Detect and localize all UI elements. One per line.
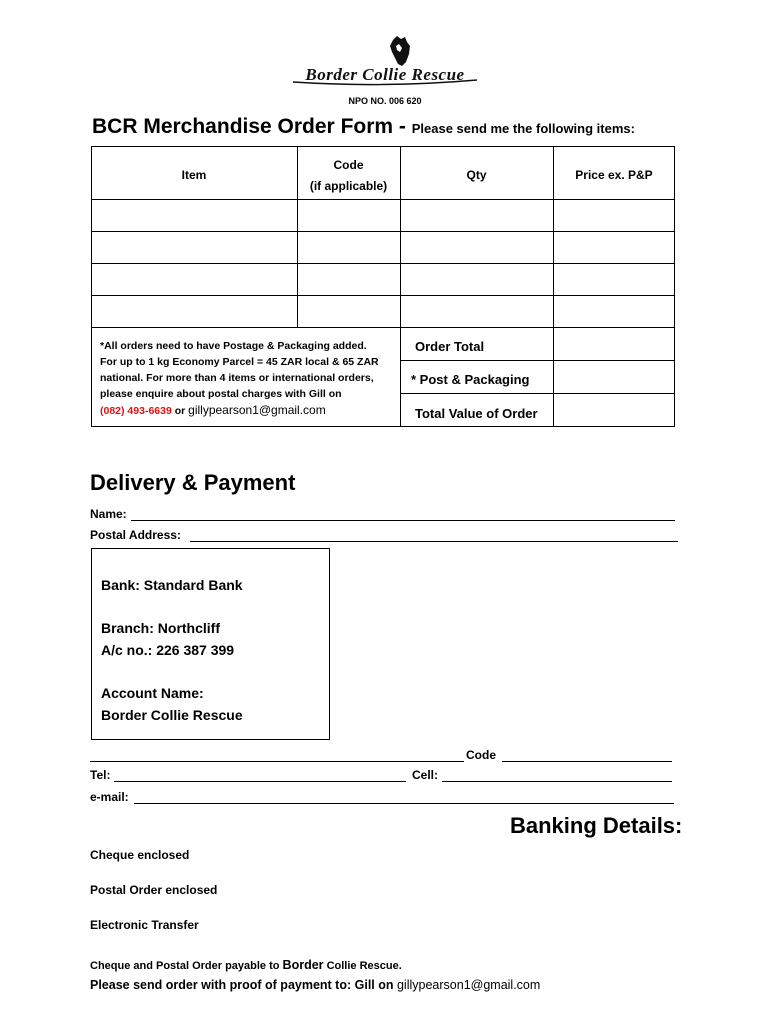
header-item: Item [181,168,207,182]
post-packaging-label: * Post & Packaging [411,372,530,387]
bank-account-name-label: Account Name: [101,685,204,701]
page-title [92,115,635,139]
qty-cell[interactable] [401,200,553,231]
logo-text: Border Collie Rescue [305,65,465,84]
header-qty: Qty [466,168,487,182]
postal-address-field[interactable] [190,541,678,542]
note-email: gillypearson1@gmail.com [188,403,326,417]
bank-account-number: A/c no.: 226 387 399 [101,642,235,658]
payable-suffix: Collie Rescue. [323,960,402,972]
postal-order-option[interactable]: Postal Order enclosed [90,883,218,897]
delivery-heading: Delivery & Payment [90,470,296,495]
title-subtitle: Please send me the following items: [411,121,635,136]
code-cell[interactable] [298,200,400,231]
table-border-left [91,146,92,427]
row-divider [91,295,675,296]
tel-field[interactable] [114,781,406,782]
order-total-value[interactable] [554,328,674,360]
row-divider [91,263,675,264]
note-contact [100,402,400,419]
border-collie-rescue-logo [285,36,485,96]
item-cell[interactable] [92,200,297,231]
cell-label: Cell: [412,768,439,782]
note-or: or [171,405,189,417]
send-email: gillypearson1@gmail.com [396,978,541,992]
bank-branch: Branch: Northcliff [101,620,220,636]
tel-label: Tel: [90,768,111,782]
row-divider [91,231,675,232]
send-prefix: Please send order with proof of payment to: Gill on [90,978,397,992]
note-line: *All orders need to have Postage & Packaging added. [100,340,367,352]
title-main: BCR Merchandise Order Form - [92,115,412,138]
note-line: please enquire about postal charges with Gill on [100,388,342,400]
table-border-bottom [91,426,675,427]
header-code-note: (if applicable) [309,179,388,193]
code-label: Code [466,748,496,762]
address-line-field[interactable] [90,761,464,762]
col-divider-2 [400,146,401,427]
price-cell[interactable] [554,200,674,231]
cheque-enclosed-option[interactable]: Cheque enclosed [90,848,190,862]
payable-note [90,958,402,972]
header-code: Code [333,158,364,172]
name-label: Name: [90,507,127,521]
order-total-label: Order Total [415,339,485,354]
table-border-top [91,146,675,147]
send-instructions [90,978,540,992]
code-field[interactable] [502,761,672,762]
electronic-transfer-option[interactable]: Electronic Transfer [90,918,199,932]
post-packaging-value[interactable] [554,361,674,393]
bank-name: Bank: Standard Bank [101,577,243,593]
table-border-right [674,146,675,427]
banking-details-heading: Banking Details: [510,813,683,838]
email-label: e-mail: [90,790,129,804]
email-field[interactable] [134,803,674,804]
postage-note [100,338,400,419]
note-line: For up to 1 kg Economy Parcel = 45 ZAR local & 65 ZAR [100,356,379,368]
header-price: Price ex. P&P [575,168,653,182]
name-field[interactable] [131,520,675,521]
note-line: national. For more than 4 items or international orders, [100,372,374,384]
col-divider-1 [297,146,298,328]
bank-account-name: Border Collie Rescue [101,707,243,723]
cell-field[interactable] [442,781,672,782]
postal-address-label: Postal Address: [90,528,181,542]
total-value-value[interactable] [554,394,674,426]
total-value-label: Total Value of Order [415,406,538,421]
npo-number: NPO NO. 006 620 [348,96,422,106]
payable-prefix: Cheque and Postal Order payable to [90,960,283,972]
note-phone: (082) 493-6639 [100,405,172,417]
payable-name: Border [282,958,324,972]
